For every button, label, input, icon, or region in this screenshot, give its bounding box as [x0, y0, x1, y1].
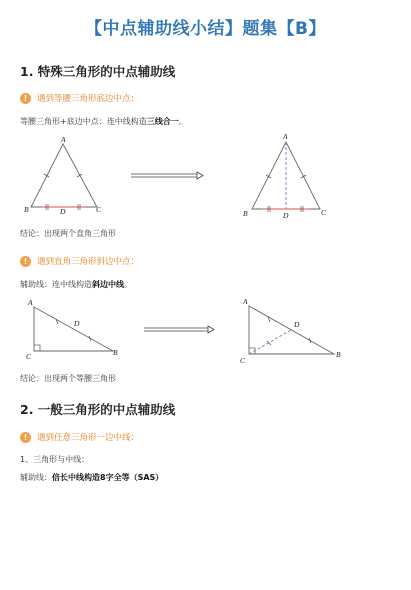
label-A2: A [243, 297, 248, 306]
isosceles-triangle-original [24, 135, 102, 216]
lightbulb-icon: ! [20, 93, 31, 104]
general-desc-prefix: 辅助线： [20, 473, 52, 482]
right-desc-prefix: 辅助线：连中线构造 [20, 280, 92, 289]
general-desc-bold: 倍长中线构造8字全等（SAS） [52, 473, 164, 482]
tip-right-triangle-text: 遇到直角三角形斜边中点： [37, 257, 140, 267]
lightbulb-icon: ! [20, 256, 31, 267]
isosceles-desc-prefix: 等腰三角形+底边中点：连中线构造 [20, 117, 147, 126]
isosceles-triangle-with-median [243, 132, 327, 220]
tip-isosceles-text: 遇到等腰三角形底边中点： [37, 94, 140, 104]
page-title: 【中点辅助线小结】题集【B】 [85, 19, 326, 39]
isosceles-desc-bold: 三线合一 [146, 117, 179, 126]
lightbulb-icon: ! [20, 432, 31, 443]
arrow-right-icon [131, 172, 203, 179]
right-triangle-with-median [240, 297, 341, 365]
label-D: D [60, 207, 66, 216]
label-C: C [96, 205, 102, 214]
label-A: A [61, 135, 66, 144]
arrow-right-icon [144, 326, 214, 333]
label-C: C [26, 352, 32, 361]
label-D2: D [283, 211, 289, 220]
right-triangle-conclusion: 结论：出现两个等腰三角形 [20, 374, 116, 383]
general-description [20, 472, 163, 483]
isosceles-description [20, 116, 187, 127]
tip-general-triangle-text: 遇到任意三角形一边中线： [37, 433, 140, 443]
right-triangle-description [20, 279, 132, 290]
tip-isosceles [20, 92, 139, 104]
right-desc-bold: 斜边中线 [92, 280, 124, 289]
label-A: A [28, 298, 33, 307]
label-D: D [74, 319, 80, 328]
label-B2: B [336, 350, 341, 359]
right-desc-suffix: 。 [124, 280, 132, 289]
right-triangle-original [26, 298, 118, 361]
general-line1: 1、三角形与中线： [20, 455, 90, 464]
tip-general-triangle [20, 431, 139, 443]
label-B2: B [243, 209, 248, 218]
label-D2: D [294, 320, 300, 329]
isosceles-conclusion: 结论：出现两个直角三角形 [20, 229, 116, 238]
label-B: B [113, 348, 118, 357]
isosceles-desc-suffix: 。 [178, 117, 187, 126]
isosceles-figure [0, 130, 411, 225]
right-triangle-figure [0, 293, 411, 371]
label-C2: C [321, 208, 327, 217]
tip-right-triangle [20, 255, 139, 267]
label-A2: A [283, 132, 288, 141]
section2-heading: 2. 一般三角形的中点辅助线 [20, 402, 176, 417]
label-C2: C [240, 356, 246, 365]
label-B: B [24, 205, 29, 214]
section1-heading: 1. 特殊三角形的中点辅助线 [20, 64, 176, 79]
